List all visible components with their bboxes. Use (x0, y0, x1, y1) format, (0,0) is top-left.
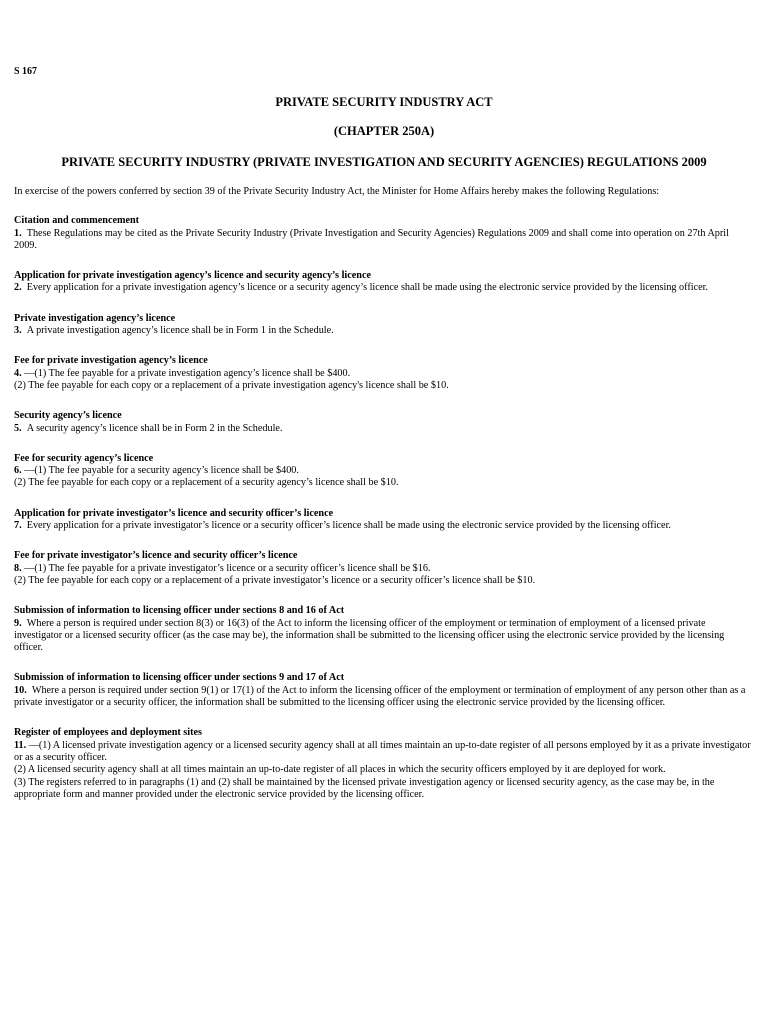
subsection-text: (2) The fee payable for each copy or a replacement of a security agency’s licence shall be $10. (14, 477, 399, 489)
section-body: —(1) The fee payable for a security agency’s licence shall be $400. (24, 465, 299, 477)
section-11 (14, 727, 754, 801)
section-6 (14, 453, 754, 490)
section-heading: Submission of information to licensing officer under sections 9 and 17 of Act (14, 672, 345, 684)
section-text (14, 618, 754, 655)
section-number: 9. (14, 617, 22, 629)
section-number: 6. (14, 465, 22, 477)
section-1 (14, 215, 754, 252)
section-body: Where a person is required under section 9(1) or 17(1) of the Act to inform the licensing officer of the employment or termination of employment of any person other than as a private investigator or a security officer, the information shall be submitted to the licensing officer using the electronic service provided by the licensing officer. (14, 684, 746, 709)
section-text (14, 368, 754, 380)
document-code: S 167 (14, 66, 38, 77)
section-10 (14, 672, 754, 709)
section-number: 2. (14, 282, 22, 294)
section-heading: Security agency’s licence (14, 410, 122, 422)
section-heading: Application for private investigator’s licence and security officer’s licence (14, 507, 334, 519)
section-number: 11. (14, 739, 27, 751)
section-9 (14, 605, 754, 654)
section-text (14, 465, 754, 477)
section-body: Every application for a private investigation agency’s licence or a security agency’s licence shall be made using the electronic service provided by the licensing officer. (26, 282, 708, 294)
section-body: A security agency’s licence shall be in Form 2 in the Schedule. (26, 422, 283, 434)
section-number: 10. (14, 684, 27, 696)
section-number: 4. (14, 367, 22, 379)
section-5 (14, 410, 754, 435)
chapter-number: (CHAPTER 250A) (333, 124, 435, 138)
section-heading: Fee for private investigation agency’s licence (14, 355, 208, 367)
intro-paragraph: In exercise of the powers conferred by section 39 of the Private Security Industry Act, the Minister for Home Affairs hereby makes the following Regulations: (14, 186, 660, 197)
section-text (14, 740, 754, 765)
act-title: PRIVATE SECURITY INDUSTRY ACT (275, 95, 493, 109)
section-body: —(1) The fee payable for a private investigation agency’s licence shall be $400. (24, 367, 351, 379)
document-body (14, 186, 754, 819)
section-3 (14, 313, 754, 338)
section-number: 3. (14, 325, 22, 337)
section-number: 5. (14, 422, 22, 434)
section-body: Every application for a private investigator’s licence or a security officer’s licence shall be made using the electronic service provided by the licensing officer. (26, 520, 671, 532)
section-body: These Regulations may be cited as the Private Security Industry (Private Investigation and Security Agencies) Regulations 2009 and shall come into operation on 27th April 2009. (14, 227, 729, 251)
section-4 (14, 355, 754, 392)
section-body: A private investigation agency’s licence shall be in Form 1 in the Schedule. (26, 325, 334, 337)
section-heading: Register of employees and deployment sites (14, 727, 202, 739)
subsection-text: (2) The fee payable for each copy or a replacement of a private investigator’s licence or a security officer’s licence shall be $10. (14, 574, 536, 586)
section-8 (14, 550, 754, 587)
subsection-text: (2) The fee payable for each copy or a replacement of a private investigation agency's licence shall be $10. (14, 379, 449, 391)
section-number: 7. (14, 520, 22, 532)
section-2 (14, 270, 754, 295)
regulations-title: PRIVATE SECURITY INDUSTRY (PRIVATE INVESTIGATION AND SECURITY AGENCIES) REGULATIONS 2009 (61, 155, 707, 169)
section-heading: Fee for private investigator’s licence and security officer’s licence (14, 550, 298, 562)
subsection-text: (2) A licensed security agency shall at all times maintain an up-to-date register of all places in which the security officers employed by it are deployed for work. (14, 764, 666, 776)
section-7 (14, 508, 754, 533)
section-text (14, 563, 754, 575)
subsection-text: (3) The registers referred to in paragraphs (1) and (2) shall be maintained by the licensed private investigation agency or licensed security agency, as the case may be, in the appropriate form and manner provided under the electronic service provided by the licensing officer. (14, 776, 715, 800)
section-body: —(1) A licensed private investigation agency or a licensed security agency shall at all times maintain an up-to-date register of all persons employed by it as a private investigator or as a security officer. (14, 739, 751, 763)
section-heading: Application for private investigation agency’s licence and security agency’s licence (14, 270, 371, 282)
section-heading: Fee for security agency’s licence (14, 452, 154, 464)
section-body: —(1) The fee payable for a private investigator’s licence or a security officer’s licence shall be $16. (24, 562, 431, 574)
section-heading: Citation and commencement (14, 215, 140, 227)
section-text (14, 282, 754, 294)
section-number: 1. (14, 227, 22, 239)
section-body: Where a person is required under section 8(3) or 16(3) of the Act to inform the licensing officer of the employment or termination of employment of a licensed private investigator or a licensed security officer (as the case may be), the information shall be submitted to the licensing officer using the electronic service provided by the licensing officer. (14, 617, 725, 654)
section-heading: Submission of information to licensing officer under sections 8 and 16 of Act (14, 605, 345, 617)
section-text (14, 685, 754, 710)
section-number: 8. (14, 562, 22, 574)
section-text (14, 325, 754, 337)
section-text (14, 520, 754, 532)
section-text (14, 423, 754, 435)
section-text (14, 228, 754, 253)
section-heading: Private investigation agency’s licence (14, 312, 176, 324)
